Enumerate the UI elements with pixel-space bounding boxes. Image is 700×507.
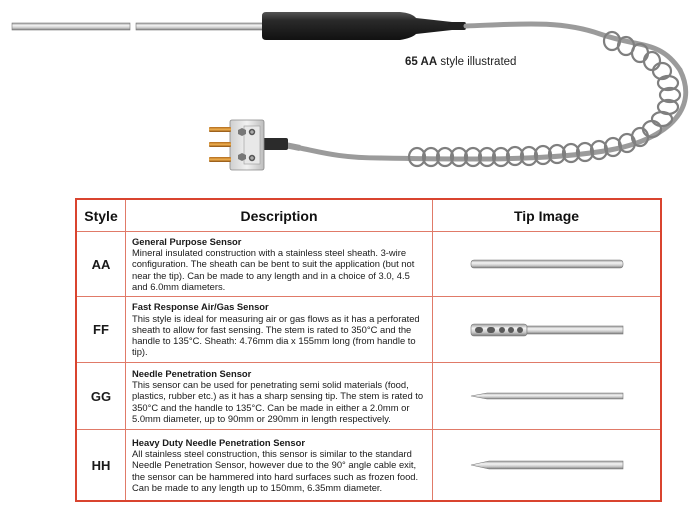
cable-coils <box>409 32 680 166</box>
perforated-tip-icon <box>469 321 625 339</box>
table-row <box>76 297 661 363</box>
sensor-title: Needle Penetration Sensor <box>132 367 252 379</box>
connector-plug <box>230 120 264 170</box>
description-cell <box>126 297 433 363</box>
sensor-title: General Purpose Sensor <box>132 235 242 247</box>
caption-text: style illustrated <box>440 56 517 68</box>
heavy-needle-tip-icon <box>469 457 625 473</box>
header-description: Description <box>126 199 433 232</box>
sensor-description: This sensor can be used for penetrating semi solid materials (food, plastics, rubber etc.) as it has a sharp sensing tip. The stem is rated to 350°C and the handle to 135°C. Can be made in either a 2.0mm or 5.0mm diameter, up to 90mm or 290mm in length respectively. <box>132 379 424 424</box>
tip-image-cell <box>433 232 662 297</box>
caption-model: 65 AA <box>405 56 438 68</box>
sensor-description: Mineral insulated construction with a stainless steel sheath. 3-wire configuration. The sheath can be bent to suit the application (but not near the tip). Can be made to any length and in a choice of 3.0, 4.5 and 6.0mm diameters. <box>132 247 415 292</box>
style-code: GG <box>76 363 126 430</box>
cable-tail <box>262 138 300 150</box>
style-code: FF <box>76 297 126 363</box>
plain-tip-icon <box>469 256 625 272</box>
table-row <box>76 232 661 297</box>
header-tip-image: Tip Image <box>433 199 662 232</box>
style-code: AA <box>76 232 126 297</box>
table-row <box>76 363 661 430</box>
description-cell <box>126 430 433 502</box>
description-cell <box>126 363 433 430</box>
sensor-title: Fast Response Air/Gas Sensor <box>132 301 269 313</box>
needle-tip-icon <box>469 389 625 403</box>
tip-image-cell <box>433 430 662 502</box>
style-code: HH <box>76 430 126 502</box>
probe-stem <box>12 23 268 30</box>
connector-pins <box>209 127 231 162</box>
coiled-cable <box>300 24 686 159</box>
sensor-description: All stainless steel construction, this sensor is similar to the standard Needle Penetration Sensor, however due to the 90° angle cable exit, the sensor can be hammered into hard surfaces such as frozen food. Can be made to any length up to 150mm, 6.35mm diameter. <box>132 448 419 493</box>
table-header-row <box>76 199 661 232</box>
header-style: Style <box>76 199 126 232</box>
style-table <box>75 198 662 502</box>
tip-image-cell <box>433 297 662 363</box>
illustration-caption <box>405 56 516 68</box>
sensor-description: This style is ideal for measuring air or gas flows as it has a perforated sheath to allow for fast sensing. The stem is rated to 350°C and the handle to 135°C. Sheath: 4.76mm dia x 155mm long (from handle to tip). <box>132 312 420 358</box>
probe-illustration <box>0 0 700 195</box>
sensor-title: Heavy Duty Needle Penetration Sensor <box>132 436 305 448</box>
probe-handle <box>262 12 466 40</box>
tip-image-cell <box>433 363 662 430</box>
table-row <box>76 430 661 502</box>
description-cell <box>126 232 433 297</box>
